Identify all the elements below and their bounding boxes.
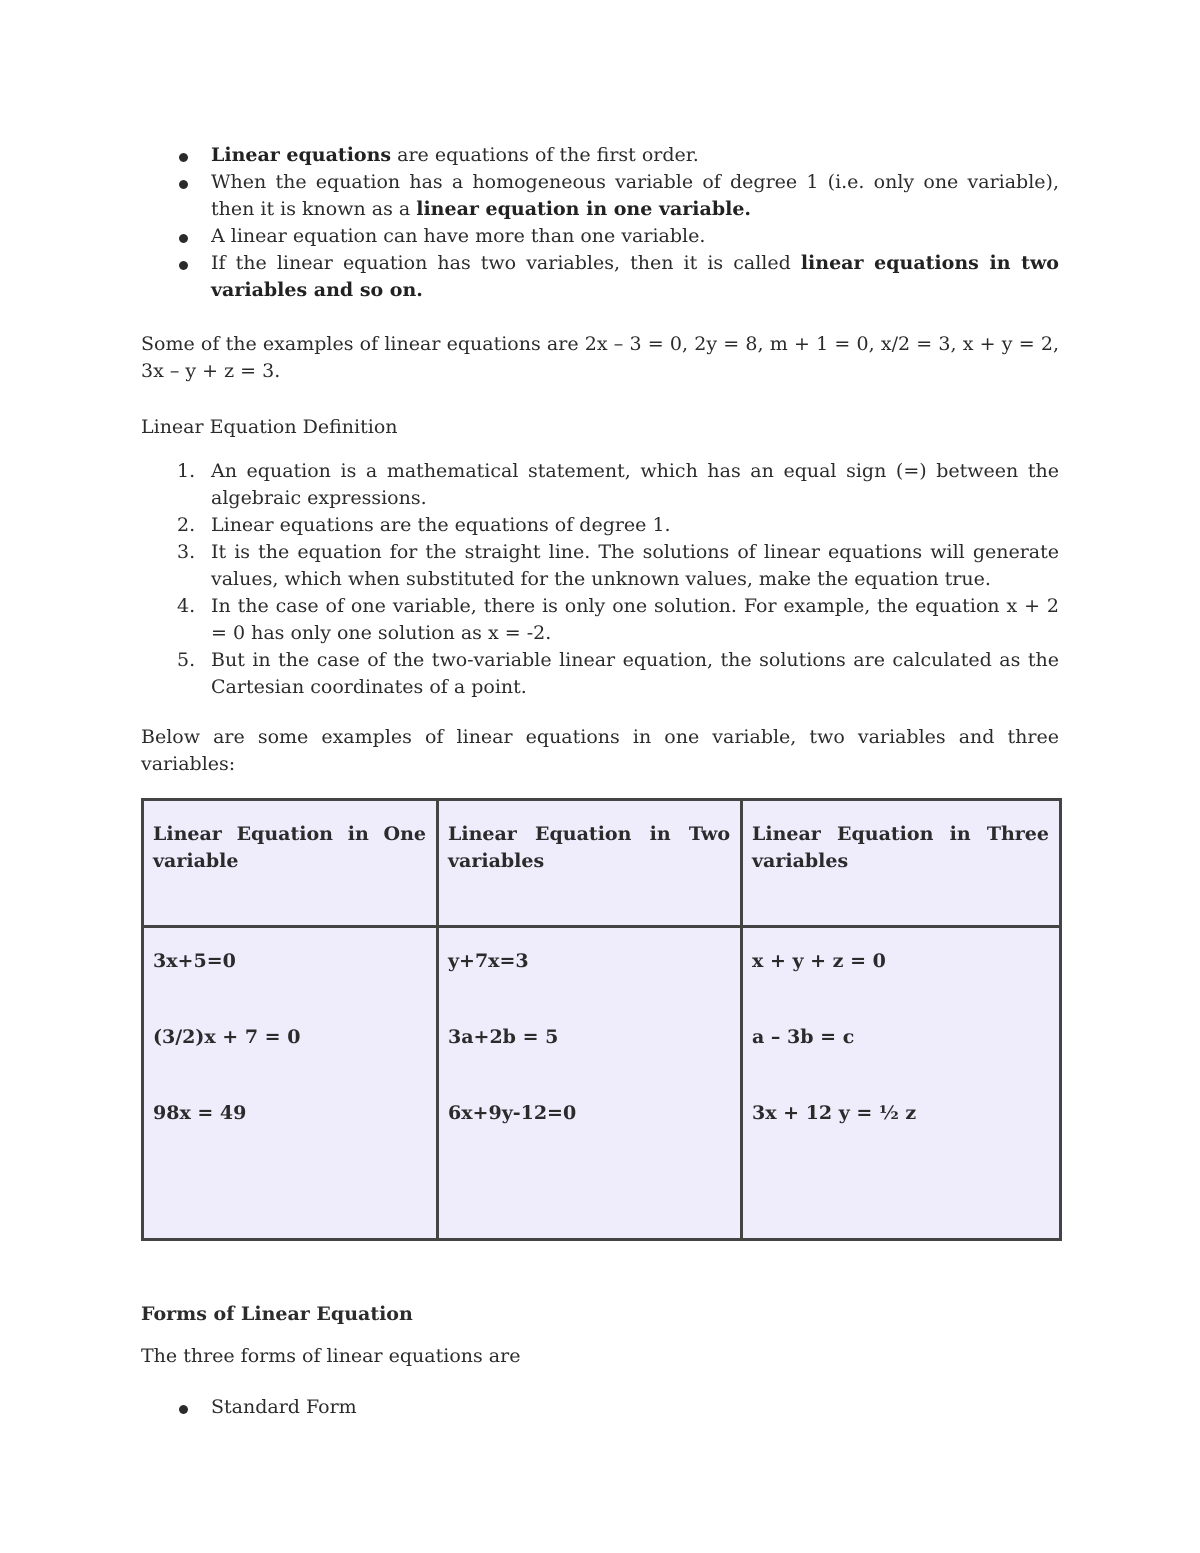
equation: 3x + 12 y = ½ z <box>752 1102 917 1124</box>
forms-heading: Forms of Linear Equation <box>141 1303 413 1325</box>
equation: 3x+5=0 <box>153 950 236 972</box>
table-header-cell: Linear Equation in Two variables <box>438 800 742 927</box>
table-cell <box>438 927 742 1240</box>
table-intro: Below are some examples of linear equations in one variable, two variables and three variables: <box>141 726 1059 775</box>
list-item: A linear equation can have more than one variable. <box>141 223 1059 250</box>
list-item: 2. Linear equations are the equations of degree 1. <box>177 514 671 536</box>
forms-list <box>141 1394 1059 1421</box>
list-item: 4. In the case of one variable, there is only one solution. For example, the equation x + 2 = 0 has only one solution as x = -2. <box>177 595 1059 644</box>
equation: 3a+2b = 5 <box>448 1026 559 1048</box>
examples-table <box>141 798 1062 1241</box>
definition-title: Linear Equation Definition <box>141 416 398 438</box>
list-item: 3. It is the equation for the straight line. The solutions of linear equations will generate values, which when substituted for the unknown values, make the equation true. <box>177 541 1059 590</box>
list-item: 1. An equation is a mathematical statement, which has an equal sign (=) between the algebraic expressions. <box>177 460 1059 509</box>
equation: 98x = 49 <box>153 1102 247 1124</box>
list-item: If the linear equation has two variables, then it is called linear equations in two variables and so on. <box>141 250 1059 304</box>
table-cell <box>143 927 438 1240</box>
examples-paragraph: Some of the examples of linear equations are 2x – 3 = 0, 2y = 8, m + 1 = 0, x/2 = 3, x + y = 2, 3x – y + z = 3. <box>141 333 1059 382</box>
document-page <box>141 142 1059 1421</box>
table-cell <box>742 927 1061 1240</box>
equation: a – 3b = c <box>752 1026 855 1048</box>
equation: x + y + z = 0 <box>752 950 886 972</box>
list-item: When the equation has a homogeneous variable of degree 1 (i.e. only one variable), then it is known as a linear equation in one variable. <box>141 169 1059 223</box>
table-header-row <box>143 800 1061 927</box>
definition-list <box>141 458 1059 701</box>
intro-bullet-list <box>141 142 1059 304</box>
equation: (3/2)x + 7 = 0 <box>153 1026 301 1048</box>
table-header-cell: Linear Equation in One variable <box>143 800 438 927</box>
list-item: Standard Form <box>141 1394 1059 1421</box>
table-row <box>143 927 1061 1240</box>
equation: 6x+9y-12=0 <box>448 1102 577 1124</box>
table-header-cell: Linear Equation in Three variables <box>742 800 1061 927</box>
list-item: 5. But in the case of the two-variable linear equation, the solutions are calculated as the Cartesian coordinates of a point. <box>177 649 1059 698</box>
list-item: Linear equations are equations of the first order. <box>141 142 1059 169</box>
forms-intro: The three forms of linear equations are <box>141 1345 521 1367</box>
equation: y+7x=3 <box>448 950 529 972</box>
